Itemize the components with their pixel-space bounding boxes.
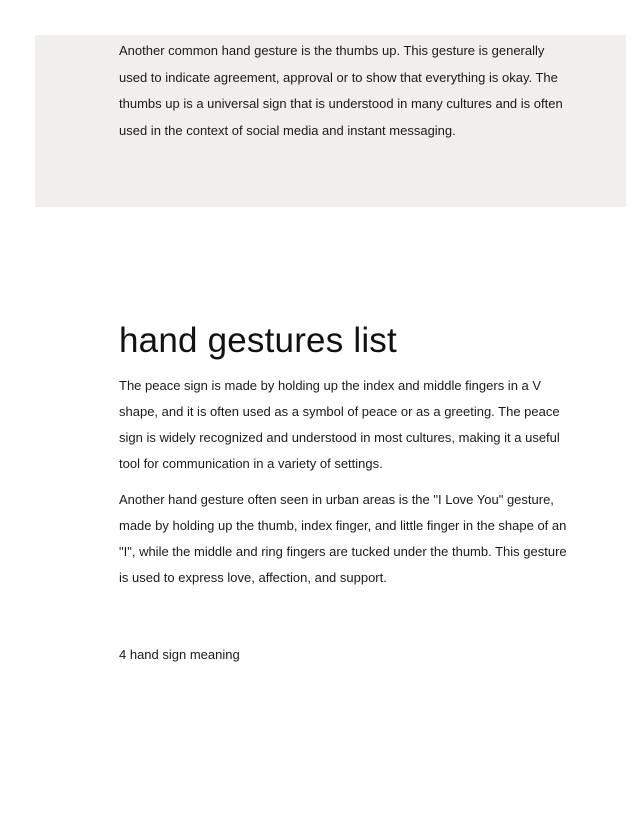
- content-section: [119, 318, 579, 591]
- paragraph-i-love-you: Another hand gesture often seen in urban areas is the "I Love You" gesture, made by holding up the thumb, index finger, and little finger in the shape of an "I", while the middle and ring fingers are tucked under the thumb. This gesture is used to express love, affection, and support.: [119, 492, 567, 585]
- paragraph-peace-sign: The peace sign is made by holding up the index and middle fingers in a V shape, and it is often used as a symbol of peace or as a greeting. The peace sign is widely recognized and understood in most cultures, making it a useful tool for communication in a variety of settings.: [119, 378, 560, 471]
- section-heading: hand gestures list: [119, 321, 397, 360]
- callout-box: [35, 35, 626, 207]
- footer-label: 4 hand sign meaning: [119, 647, 240, 662]
- callout-paragraph: Another common hand gesture is the thumbs up. This gesture is generally used to indicate agreement, approval or to show that everything is okay. The thumbs up is a universal sign that is understood in many cultures and is often used in the context of social media and instant messaging.: [119, 43, 563, 138]
